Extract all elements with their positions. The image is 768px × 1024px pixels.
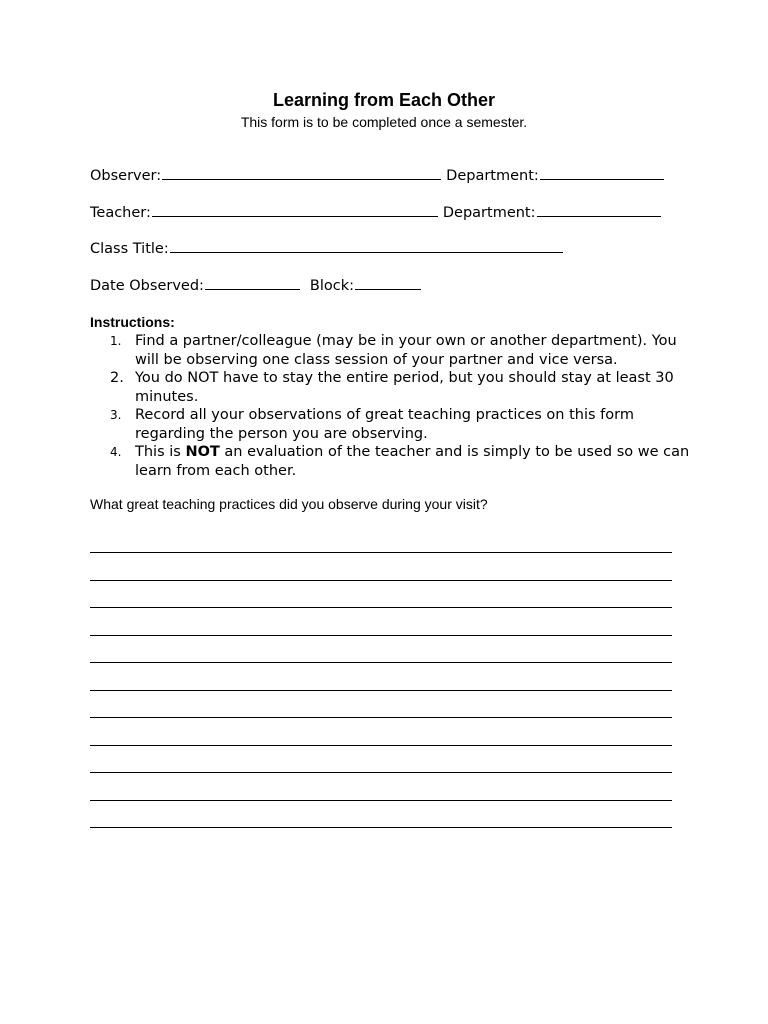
date-block-row	[90, 278, 421, 294]
class-title-row	[90, 241, 563, 257]
instruction-text-emphasis: NOT	[185, 444, 220, 460]
instruction-item	[90, 369, 690, 406]
teacher-department-label: Department:	[442, 205, 536, 221]
answer-line[interactable]	[90, 690, 672, 691]
observer-blank[interactable]	[162, 178, 441, 180]
answer-line[interactable]	[90, 662, 672, 663]
instruction-number: 1.	[110, 334, 122, 348]
teacher-label: Teacher:	[90, 205, 151, 221]
instruction-text-post: an evaluation of the teacher and is simply to be used so we can learn from each other.	[135, 444, 690, 479]
instructions-list	[90, 332, 690, 480]
instruction-number: 4.	[110, 445, 122, 459]
instruction-text-pre: This is	[135, 444, 186, 460]
observer-field[interactable]	[90, 168, 441, 184]
class-title-label: Class Title:	[90, 241, 169, 257]
answer-line[interactable]	[90, 552, 672, 553]
date-observed-field[interactable]	[90, 278, 300, 294]
class-title-field[interactable]	[90, 241, 563, 257]
date-observed-label: Date Observed:	[90, 278, 204, 294]
instruction-text: You do NOT have to stay the entire period, but you should stay at least 30 minutes.	[135, 370, 674, 405]
instruction-item	[90, 406, 690, 443]
block-blank[interactable]	[355, 288, 421, 290]
date-observed-blank[interactable]	[205, 288, 300, 290]
teacher-blank[interactable]	[152, 215, 438, 217]
instruction-item	[90, 332, 690, 369]
teacher-department-blank[interactable]	[537, 215, 661, 217]
answer-line[interactable]	[90, 607, 672, 608]
answer-line[interactable]	[90, 745, 672, 746]
observer-department-label: Department:	[446, 168, 539, 184]
instruction-number: 2.	[110, 370, 124, 386]
observer-department-blank[interactable]	[540, 178, 664, 180]
answer-line[interactable]	[90, 772, 672, 773]
observer-label: Observer:	[90, 168, 162, 184]
instruction-text: Record all your observations of great teaching practices on this form regarding the person you are observing.	[135, 407, 634, 442]
block-label: Block:	[309, 278, 355, 294]
instruction-item	[90, 443, 690, 480]
instruction-text	[135, 444, 689, 479]
teacher-row	[90, 205, 661, 221]
instruction-text: Find a partner/colleague (may be in your own or another department). You will be observing one class session of your partner and vice versa.	[135, 333, 677, 368]
teacher-department-field[interactable]	[443, 205, 661, 221]
teacher-field[interactable]	[90, 205, 438, 221]
class-title-blank[interactable]	[170, 251, 563, 253]
answer-line[interactable]	[90, 635, 672, 636]
page-subtitle: This form is to be completed once a semester.	[240, 114, 528, 130]
answer-line[interactable]	[90, 827, 672, 828]
observer-department-field[interactable]	[446, 168, 664, 184]
observation-question: What great teaching practices did you observe during your visit?	[90, 496, 488, 512]
answer-line[interactable]	[90, 717, 672, 718]
observer-row	[90, 168, 664, 184]
answer-line[interactable]	[90, 800, 672, 801]
block-field[interactable]	[310, 278, 421, 294]
answer-line[interactable]	[90, 580, 672, 581]
instructions-heading: Instructions:	[90, 314, 175, 330]
page-title: Learning from Each Other	[272, 90, 496, 110]
instruction-number: 3.	[110, 408, 122, 422]
